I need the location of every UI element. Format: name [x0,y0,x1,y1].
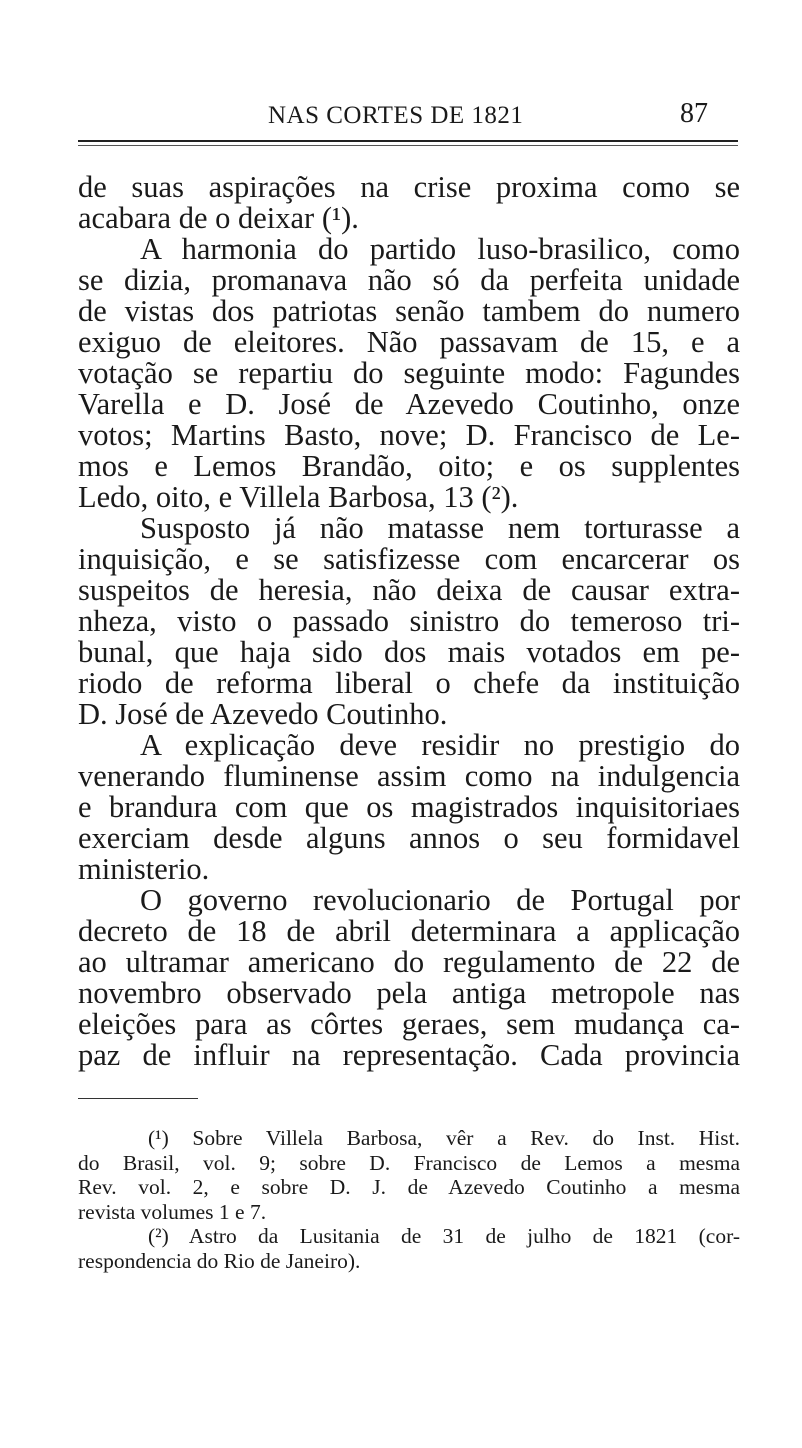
footnote-line: (¹) Sobre Villela Barbosa, vêr a Rev. do Inst. Hist. [148,1126,740,1150]
text-line: riodo de reforma liberal o chefe da instituição [78,666,740,700]
text-line: de suas aspirações na crise proxima como se [78,170,740,204]
main-text [78,172,740,1071]
page-header [78,98,738,134]
text-line: novembro observado pela antiga metropole nas [78,976,740,1010]
text-line: inquisição, e se satisfizesse com encarcerar os [78,542,740,576]
text-line: D. José de Azevedo Coutinho. [78,697,448,731]
text-line: mos e Lemos Brandão, oito; e os supplentes [78,449,740,483]
text-line: decreto de 18 de abril determinara a applicação [78,914,740,948]
footnote-line: respondencia do Rio de Janeiro). [78,1248,361,1273]
text-line: Susposto já não matasse nem torturasse a [140,511,740,545]
footnotes [78,1126,740,1273]
text-line: ministerio. [78,852,210,886]
text-line: suspeitos de heresia, não deixa de causar extra- [78,573,740,607]
text-line: nheza, visto o passado sinistro do temeroso tri- [78,604,740,638]
text-line: exerciam desde alguns annos o seu formidavel [78,821,740,855]
footnote-line: (²) Astro da Lusitania de 31 de julho de 1821 (cor- [148,1224,740,1248]
text-line: paz de influir na representação. Cada provincia [78,1038,740,1072]
text-line: se dizia, promanava não só da perfeita unidade [78,263,740,297]
text-line: de vistas dos patriotas senão tambem do numero [78,294,740,328]
text-line: venerando fluminense assim como na indulgencia [78,759,740,793]
text-line: bunal, que haja sido dos mais votados em pe- [78,635,740,669]
text-line: O governo revolucionario de Portugal por [140,883,740,917]
text-line: eleições para as côrtes geraes, sem mudança ca- [78,1007,740,1041]
footnote-rule [78,1098,198,1099]
text-line: Varella e D. José de Azevedo Coutinho, onze [78,387,740,421]
text-line: ao ultramar americano do regulamento de 22 de [78,945,740,979]
page-number: 87 [680,98,708,129]
text-line: exiguo de eleitores. Não passavam de 15, e a [78,325,740,359]
header-rule [78,140,738,142]
text-line: votação se repartiu do seguinte modo: Fagundes [78,356,740,390]
running-title: NAS CORTES DE 1821 [268,102,524,129]
text-line: Ledo, oito, e Villela Barbosa, 13 (²). [78,480,519,514]
text-line: acabara de o deixar (¹). [78,201,359,235]
header-rule-thin [78,145,738,146]
text-line: votos; Martins Basto, nove; D. Francisco de Le- [78,418,740,452]
footnote-line: do Brasil, vol. 9; sobre D. Francisco de Lemos a mesma [78,1150,740,1175]
footnote-line: revista volumes 1 e 7. [78,1199,267,1224]
footnote-line: Rev. vol. 2, e sobre D. J. de Azevedo Coutinho a mesma [78,1175,740,1199]
text-line: A explicação deve residir no prestigio do [140,728,740,762]
text-line: e brandura com que os magistrados inquisitoriaes [78,790,740,824]
text-line: A harmonia do partido luso-brasilico, como [140,232,740,266]
